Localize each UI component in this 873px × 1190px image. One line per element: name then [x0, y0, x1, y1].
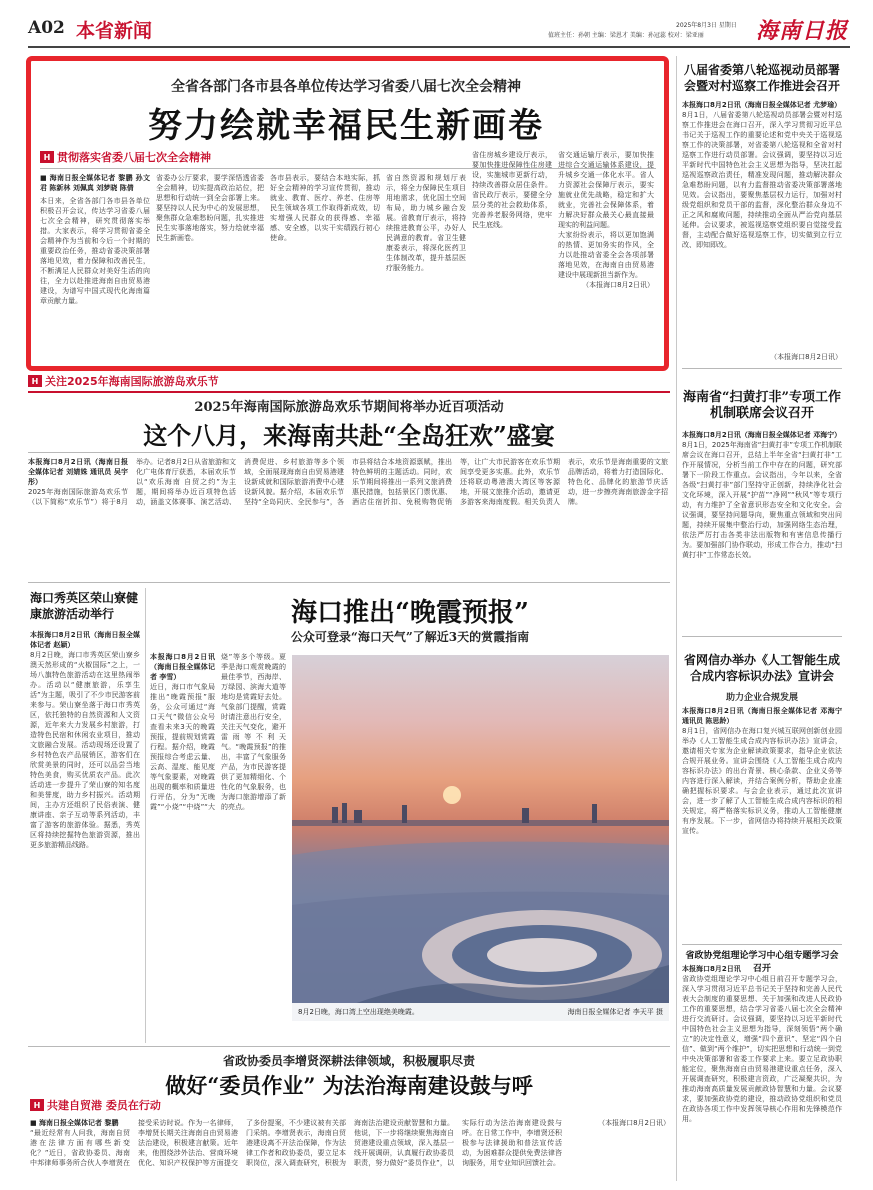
- bottom-headline: 做好“委员作业” 为法治海南建设鼓与呼: [165, 1073, 533, 1098]
- right-story4-text: 省政协党组理论学习中心组日前召开专题学习会，深入学习贯彻习近平总书记关于坚持和完善人民代表大会制度的重要思想、关于加强和改进人民政协工作的重要思想，结合学习省委八届七次全会精神进行交流研讨。会议强调，要坚持以习近平新时代中国特色社会主义思想为指导，深刻领悟“两个确立”的决定性意义，增强“四个意识”、坚定“四个自信”、做到“两个维护”，切实把思想和行动统一到党中央决策部署和省委工作要求上来。要立足政协职能定位，聚焦海南自由贸易港建设重点任务，深入开展调查研究，积极建言资政，广泛凝聚共识，为推动海南高质量发展贡献政协智慧和力量。会议要求，要加强政协党的建设，推动政协党组织和党员在政协各项工作中发挥领导核心作用和先锋模范作用。: [682, 975, 842, 1123]
- photo-credit: 海南日报全媒体记者 李天平 摄: [567, 1008, 663, 1016]
- haikou-text: 近日，海口市气象局推出“晚霞预报”服务，公众可通过“海口天气”微信公众号查看未来3天的晚霞预报，提前规划赏霞行程。据介绍，晚霞预报综合考虑云量、云高、湿度、能见度等气象要素，对晚霞出现的概率和质量进行评估，分为“无晚霞”“小烧”“中烧”“大烧”等多个等级。夏季是海口观赏晚霞的最佳季节，西海岸、万绿园、滨海大道等地均是赏霞好去处。气象部门提醒，赏霞时请注意出行安全，关注天气变化，避开雷雨等不利天气。“晚霞预报”的推出，丰富了气象服务产品，为市民游客提供了更加精细化、个性化的气象服务，也为海口旅游增添了新的亮点。: [150, 653, 286, 811]
- sunset-photo: [292, 655, 669, 1021]
- lead-signature: （本报海口8月2日讯）: [582, 281, 654, 289]
- bottom-body: [30, 1118, 670, 1184]
- section-name: 本省新闻: [76, 20, 153, 42]
- left-story-headline: 海口秀英区荣山寮健康旅游活动举行: [30, 591, 139, 621]
- lead-col-6: [558, 150, 654, 363]
- lead-section-tag: [40, 150, 211, 164]
- right-story1-body: [682, 100, 842, 348]
- right-story4-headline: 省政协党组理论学习中心组专题学习会召开: [685, 951, 839, 974]
- tourism-section-tag: [28, 374, 219, 388]
- lead-paragraph: 省交通运输厅表示，要加快推进综合交通运输体系建设，提升城乡交通一体化水平。省人力资源社会保障厅表示，要实施就业优先战略，稳定和扩大就业，完善社会保障体系，着力解决好群众最关心最直接最现实的利益问题。: [558, 151, 654, 229]
- tourism-byline: 本报海口8月2日讯（海南日报全媒体记者 刘婧姝 通讯员 吴宇彤）: [28, 458, 128, 486]
- right-story2-body: [682, 430, 842, 630]
- tourism-text: 2025年海南国际旅游岛欢乐节（以下简称“欢乐节”）将于8月举办。记者8月2日从省旅游和文化广电体育厅获悉，本届欢乐节以“欢乐海南 自贸之约”为主题，期间将举办近百项特色活动，涵盖文体赛事、演艺活动、消费促进、乡村旅游等多个领域，全面展现海南自由贸易港建设新成就和国际旅游消费中心建设新风貌。据介绍，本届欢乐节坚持“全岛同庆、全民参与”，各市县将结合本地资源禀赋，推出特色鲜明的主题活动。同时，欢乐节期间将推出一系列文旅消费惠民措施，包括景区门票优惠、酒店住宿折扣、免税购物促销等，让广大市民游客在欢乐节期间享受更多实惠。此外，欢乐节还将联动粤港澳大湾区等客源地，开展文旅推介活动，邀请更多游客来海南度假。相关负责人表示，欢乐节是海南重要的文旅品牌活动，将着力打造国际化、特色化、品牌化的旅游节庆活动，进一步擦亮海南旅游金字招牌。: [28, 458, 668, 506]
- right-story4-body: [682, 964, 842, 1182]
- haikou-body: [150, 652, 286, 1042]
- right-story2-headline: 海南省“扫黄打非”专项工作机制联席会议召开: [683, 390, 841, 421]
- right-story1-byline: 本报海口8月2日讯（海南日报全媒体记者 尤梦瑜）: [682, 101, 842, 109]
- tourism-body: [28, 457, 668, 577]
- lead-paragraph: 大家纷纷表示，将以更加饱满的热情、更加务实的作风，全力以赴推动省委全会各项部署落地见效，在海南自由贸易港建设中展现新担当新作为。: [558, 231, 654, 279]
- lead-paragraph: 省自然资源和规划厅表示，将全力保障民生项目用地需求，优化国土空间布局，助力城乡融合发展。省教育厅表示，将持续推进教育公平，办好人民满意的教育。省卫生健康委表示，将深化医药卫生体制改革，提升基层医疗服务能力。: [386, 174, 466, 272]
- lead-col-5: [472, 150, 552, 363]
- right-story2-text: 8月1日，2025年海南省“扫黄打非”专项工作机制联席会议在海口召开，总结上半年全省“扫黄打非”工作开展情况，分析当前工作中存在的问题，研究部署下一阶段工作重点。会议指出，今年以来，全省各级“扫黄打非”部门坚持守正创新，持续净化社会文化环境，深入开展“护苗”“净网”“秋风”等专项行动，有力维护了全省意识形态安全和文化安全。会议强调，要坚持问题导向，聚焦重点领域和突出问题，持续开展集中整治行动，加强网络生态治理，依法严厉打击各类非法出版物和有害信息传播行为。要加强部门协作联动，形成工作合力，推动“扫黄打非”工作常态长效。: [682, 441, 842, 559]
- haikou-byline: 本报海口8月2日讯（海南日报全媒体记者 李雪）: [150, 653, 215, 681]
- lead-paragraph: 省委办公厅要求，要学深悟透省委全会精神，切实提高政治站位，把思想和行动统一到全会部署上来。要坚持以人民为中心的发展思想，聚焦群众急难愁盼问题，扎实推进民生实事落地落实，努力绘就幸福民生新画卷。: [156, 174, 264, 242]
- lead-byline: ■ 海南日报全媒体记者 黎鹏 孙文君 陈新林 刘佩真 刘梦晓 陈倩: [40, 174, 150, 192]
- lead-headline: 努力绘就幸福民生新画卷: [148, 106, 544, 146]
- sunset-photo-art: [292, 655, 669, 1021]
- right-story1-signature: （本报海口8月2日讯）: [770, 353, 842, 361]
- right-story3-headline: 省网信办举办《人工智能生成合成内容标识办法》宣讲会: [683, 653, 840, 683]
- lead-paragraph: 本日来，全省各部门各市县各单位积极召开会议，传达学习省委八届七次全会精神，研究贯彻落实举措。大家表示，将学习贯彻省委全会精神作为当前和今后一个时期的重要政治任务，推动省委决策部署落地见效，着力保障和改善民生，不断满足人民群众对美好生活的向往，全力以赴推进海南自由贸易港建设，为谱写中国式现代化海南篇章贡献力量。: [40, 197, 150, 305]
- right-story1-headline: 八届省委第八轮巡视动员部署会暨对村巡察工作推进会召开: [683, 63, 840, 93]
- tourism-headline: 这个八月，来海南共赴“全岛狂欢”盛宴: [143, 421, 555, 450]
- photo-caption-text: 8月2日晚，海口湾上空出现绝美晚霞。: [298, 1008, 419, 1016]
- bottom-byline: ■ 海南日报全媒体记者 黎鹏: [30, 1119, 119, 1127]
- right-story1-text: 8月1日，八届省委第八轮巡视动员部署会暨对村巡察工作推进会在海口召开，深入学习贯彻习近平总书记关于巡视工作的重要论述和党中央关于巡视巡察工作的决策部署，对省委第八轮巡视和全省对村巡察工作进行动员部署。会议强调，要坚持以习近平新时代中国特色社会主义思想为指导，坚决扛起巡视巡察政治责任，精准发现问题，推动解决群众急难愁盼问题，以有力监督推动省委决策部署落地见效。会议指出，要聚焦基层权力运行，加强对村级党组织和党员干部的监督，深化整治群众身边不正之风和腐败问题，持续推动全面从严治党向基层延伸。会议要求，被巡视巡察党组织要自觉接受监督，主动配合做好巡视巡察工作，切实做到立行立改、即知即改。: [682, 111, 842, 249]
- bottom-signature: （本报海口8月2日讯）: [598, 1119, 670, 1127]
- editors-line: 值班主任：孙朝 主编：梁恩才 美编：孙冠蕊 校对：梁亚丽: [548, 32, 704, 39]
- haikou-headline: 海口推出“晚霞预报”: [291, 598, 529, 628]
- right-story3-byline: 本报海口8月2日讯（海南日报全媒体记者 邓海宁 通讯员 陈思龄）: [682, 707, 842, 725]
- header-rule: [28, 46, 850, 48]
- left-story-byline: 本报海口8月2日讯（海南日报全媒体记者 赵颖）: [30, 631, 140, 649]
- lead-paragraph: 各市县表示，要结合本地实际，抓好全会精神的学习宣传贯彻，推动就业、教育、医疗、养老、住房等民生领域各项工作取得新成效，切实增强人民群众的获得感、幸福感、安全感，以实干实绩践行初心使命。: [270, 174, 380, 242]
- section-tag-icon: H: [40, 151, 54, 163]
- issue-date: 2025年8月3日 星期日: [676, 22, 737, 29]
- bottom-kicker: 省政协委员李增贤深耕法律领域，积极履职尽责: [222, 1054, 475, 1068]
- lead-paragraph: 省住房城乡建设厅表示，要加快推进保障性住房建设，实施城市更新行动，持续改善群众居住条件。省民政厅表示，要健全分层分类的社会救助体系，完善养老服务网络，兜牢民生底线。: [472, 151, 552, 229]
- haikou-subhead: 公众可登录“海口天气”了解近3天的赏霞指南: [290, 630, 530, 644]
- lead-section-tag-label: 贯彻落实省委八届七次全会精神: [57, 151, 211, 164]
- lead-col-1: [40, 173, 150, 363]
- bottom-section-tag-label: 共建自贸港 委员在行动: [47, 1099, 161, 1112]
- page-header: [28, 14, 850, 46]
- right-story3-subhead: 助力企业合规发展: [725, 693, 798, 703]
- bottom-text: “最近经常有人问我，海南自贸港在法律方面有哪些新变化？”近日，省政协委员、海南中邦律师事务所合伙人李增贤在接受采访时说。作为一名律师，李增贤长期关注海南自由贸易港法治建设，积极建言献策。近年来，他围绕涉外法治、营商环境优化、知识产权保护等方面提交了多份提案，不少建议被有关部门采纳。李增贤表示，海南自贸港建设离不开法治保障，作为法律工作者和政协委员，要立足本职岗位，深入调查研究，积极为海南法治建设贡献智慧和力量。他说，下一步将继续聚焦海南自贸港建设重点领域，深入基层一线开展调研，认真履行政协委员职责，努力做好“委员作业”，以实际行动为法治海南建设鼓与呼。在日常工作中，李增贤还积极参与法律援助和普法宣传活动，为困难群众提供免费法律咨询服务，用专业知识回馈社会。: [30, 1119, 562, 1167]
- left-story-text: 8月2日晚，海口市秀英区荣山寮乡澳天然形成的“火椒国际”之上，一场八旗特色旅游活动在这里热闹举办。活动以“健康旅游，乐享生活”为主题，吸引了不少市民游客前来参与。荣山寮坐落于海口市秀英区，依托独特的自然资源和人文资源，近年来大力发展乡村旅游，打造特色民宿和休闲农业项目，推动文旅融合发展。活动现场还设置了乡村特色农产品展销区，游客们在欣赏美景的同时，还可以品尝当地特色美食，购买优质农产品。此次活动进一步提升了荣山寮的知名度和美誉度，助力乡村振兴。活动期间，主办方还组织了民俗表演、健康讲座、亲子互动等系列活动，丰富了游客的旅游体验。据悉，秀英区将持续挖掘特色旅游资源，推出更多旅游精品线路。: [30, 651, 140, 849]
- section-tag-icon: H: [28, 375, 42, 387]
- photo-caption: [292, 1003, 669, 1021]
- right-story4-byline: 本报海口8月2日讯: [682, 965, 741, 973]
- lead-col-4: [386, 173, 466, 363]
- lead-kicker: 全省各部门各市县各单位传达学习省委八届七次全会精神: [171, 79, 521, 95]
- tourism-section-tag-label: 关注2025年海南国际旅游岛欢乐节: [45, 375, 219, 388]
- page-number: A02: [28, 18, 65, 38]
- masthead-logo: 海南日报: [756, 18, 849, 44]
- tourism-kicker: 2025年海南国际旅游岛欢乐节期间将举办近百项活动: [194, 400, 504, 415]
- bottom-section-tag: [30, 1098, 161, 1112]
- right-story3-body: [682, 706, 842, 938]
- lead-col-2: [156, 173, 264, 363]
- right-story3-text: 8月1日，省网信办在海口复兴城互联网创新创业园举办《人工智能生成合成内容标识办法》宣讲会，邀请相关专家为企业解读政策要求，指导企业依法合规开展业务。宣讲会围绕《人工智能生成合成内容标识办法》的出台背景、核心条款、企业义务等内容进行深入解读，并结合案例分析，帮助企业准确把握标识要求。与会企业表示，通过此次宣讲会，进一步了解了人工智能生成合成内容标识的相关规定，将严格落实标识义务，推动人工智能健康有序发展。下一步，省网信办将持续开展相关政策宣传。: [682, 727, 842, 835]
- left-story-body: [30, 630, 140, 1040]
- lead-col-3: [270, 173, 380, 363]
- right-story2-byline: 本报海口8月2日讯（海南日报全媒体记者 邓海宁）: [682, 431, 842, 439]
- section-tag-icon: H: [30, 1099, 44, 1111]
